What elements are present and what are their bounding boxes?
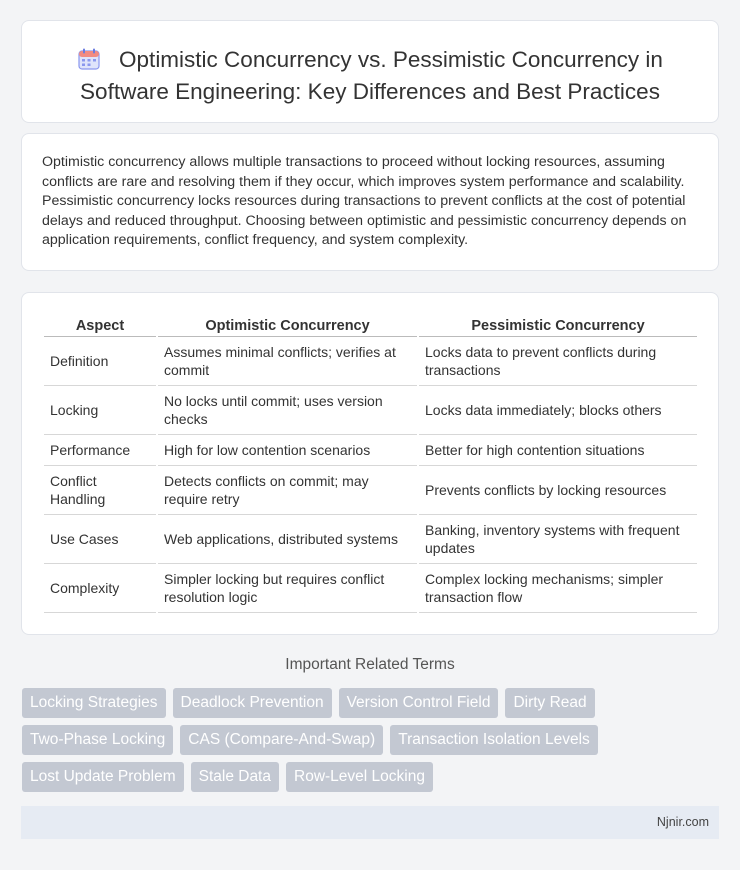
tag-locking-strategies[interactable]: Locking Strategies [22,688,166,718]
calendar-icon [77,47,101,71]
table-row [44,564,697,613]
cell-optimistic: Assumes minimal conflicts; verifies at commit [158,337,417,386]
comparison-table [42,315,699,613]
cell-aspect: Definition [44,337,156,386]
cell-optimistic: Detects conflicts on commit; may require retry [158,466,417,515]
tag-lost-update-problem[interactable]: Lost Update Problem [22,762,184,792]
cell-aspect: Conflict Handling [44,466,156,515]
header-card [21,20,719,123]
header-optimistic: Optimistic Concurrency [158,315,417,337]
cell-pessimistic: Prevents conflicts by locking resources [419,466,697,515]
header-pessimistic: Pessimistic Concurrency [419,315,697,337]
related-terms-list [22,688,712,799]
tag-version-control-field[interactable]: Version Control Field [339,688,499,718]
cell-pessimistic: Banking, inventory systems with frequent updates [419,515,697,564]
tag-cas[interactable]: CAS (Compare-And-Swap) [180,725,383,755]
table-row [44,466,697,515]
intro-card [21,133,719,271]
tag-row-level-locking[interactable]: Row-Level Locking [286,762,433,792]
tag-two-phase-locking[interactable]: Two-Phase Locking [22,725,173,755]
table-row [44,435,697,466]
tag-row [22,725,712,755]
comparison-card [21,292,719,635]
cell-aspect: Use Cases [44,515,156,564]
cell-aspect: Locking [44,386,156,435]
table-row [44,515,697,564]
related-terms-title: Important Related Terms [285,656,455,673]
table-row [44,386,697,435]
tag-dirty-read[interactable]: Dirty Read [505,688,594,718]
tag-stale-data[interactable]: Stale Data [191,762,279,792]
tag-transaction-isolation-levels[interactable]: Transaction Isolation Levels [390,725,598,755]
cell-optimistic: Web applications, distributed systems [158,515,417,564]
cell-pessimistic: Complex locking mechanisms; simpler transaction flow [419,564,697,613]
cell-aspect: Performance [44,435,156,466]
intro-paragraph: Optimistic concurrency allows multiple transactions to proceed without locking resources, assuming conflicts are rare and resolving them if they occur, which improves system performance and scalability. Pessimistic concurrency locks resources during transactions to prevent conflicts at the cost of potential delays and reduced throughput. Choosing between optimistic and pessimistic concurrency depends on application requirements, conflict frequency, and system complexity. [42,154,687,249]
footer-site-link[interactable]: Njnir.com [656,815,709,829]
tag-deadlock-prevention[interactable]: Deadlock Prevention [173,688,332,718]
tag-row [22,762,712,792]
tag-row [22,688,712,718]
footer [21,806,719,839]
cell-pessimistic: Locks data to prevent conflicts during transactions [419,337,697,386]
table-row [44,337,697,386]
cell-optimistic: No locks until commit; uses version checks [158,386,417,435]
table-header-row [44,315,697,337]
cell-optimistic: High for low contention scenarios [158,435,417,466]
title-text: Optimistic Concurrency vs. Pessimistic Concurrency in Software Engineering: Key Differences and Best Practices [80,47,663,104]
cell-aspect: Complexity [44,564,156,613]
header-aspect: Aspect [44,315,156,337]
cell-optimistic: Simpler locking but requires conflict resolution logic [158,564,417,613]
cell-pessimistic: Better for high contention situations [419,435,697,466]
cell-pessimistic: Locks data immediately; blocks others [419,386,697,435]
page-title [52,44,688,108]
